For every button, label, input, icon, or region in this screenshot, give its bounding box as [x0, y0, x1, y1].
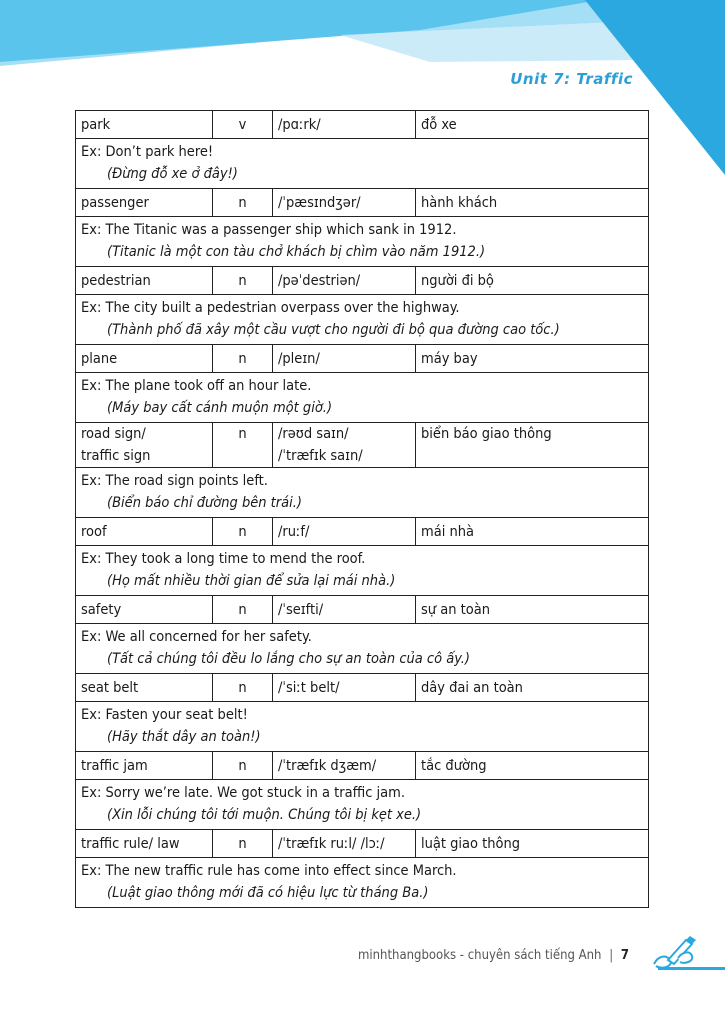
example-row	[76, 702, 649, 752]
pos-cell: n	[213, 345, 273, 373]
word-row	[76, 518, 649, 546]
example-english: Ex: We all concerned for her safety.	[81, 629, 312, 645]
example-cell	[76, 468, 649, 518]
ipa-cell: /pleɪn/	[273, 345, 416, 373]
ipa-cell: /ˈtræfɪk ruːl/ /lɔː/	[273, 830, 416, 858]
example-row	[76, 139, 649, 189]
example-cell	[76, 139, 649, 189]
meaning-cell: tắc đường	[416, 752, 649, 780]
word-row	[76, 189, 649, 217]
word-row	[76, 267, 649, 295]
ipa-alternate: /ˈtræfɪk saɪn/	[278, 448, 363, 464]
ipa-cell: /ruːf/	[273, 518, 416, 546]
meaning-cell: máy bay	[416, 345, 649, 373]
example-row	[76, 546, 649, 596]
word-alternate: traffic sign	[81, 448, 151, 464]
example-english: Ex: The city built a pedestrian overpass over the highway.	[81, 300, 460, 316]
example-english: Ex: Sorry we’re late. We got stuck in a traffic jam.	[81, 785, 405, 801]
publisher-text: minhthangbooks - chuyên sách tiếng Anh	[358, 948, 602, 963]
word-cell: safety	[76, 596, 213, 624]
example-vietnamese: (Máy bay cất cánh muộn một giờ.)	[107, 400, 333, 416]
word-cell: plane	[76, 345, 213, 373]
example-cell	[76, 780, 649, 830]
example-row	[76, 780, 649, 830]
word-row	[76, 674, 649, 702]
meaning-cell: luật giao thông	[416, 830, 649, 858]
word-row	[76, 111, 649, 139]
example-vietnamese: (Tất cả chúng tôi đều lo lắng cho sự an toàn của cô ấy.)	[107, 651, 471, 667]
meaning-cell: hành khách	[416, 189, 649, 217]
example-cell	[76, 295, 649, 345]
word-cell: passenger	[76, 189, 213, 217]
word-cell: seat belt	[76, 674, 213, 702]
pos-cell: n	[213, 423, 273, 468]
ipa-cell	[273, 423, 416, 468]
example-cell	[76, 624, 649, 674]
pos-cell: n	[213, 518, 273, 546]
example-english: Ex: The Titanic was a passenger ship which sank in 1912.	[81, 222, 457, 238]
example-row	[76, 624, 649, 674]
example-cell	[76, 546, 649, 596]
pos-cell: n	[213, 752, 273, 780]
meaning-cell: sự an toàn	[416, 596, 649, 624]
word-cell	[76, 423, 213, 468]
example-row	[76, 295, 649, 345]
example-vietnamese: (Hãy thắt dây an toàn!)	[107, 729, 261, 745]
example-vietnamese: (Họ mất nhiều thời gian để sửa lại mái nhà.)	[107, 573, 396, 589]
example-row	[76, 217, 649, 267]
example-cell	[76, 858, 649, 908]
word-cell: traffic jam	[76, 752, 213, 780]
example-vietnamese: (Xin lỗi chúng tôi tới muộn. Chúng tôi bị kẹt xe.)	[107, 807, 422, 823]
word-cell: park	[76, 111, 213, 139]
ipa-cell: /ˈseɪfti/	[273, 596, 416, 624]
meaning-cell: biển báo giao thông	[416, 423, 649, 468]
vocabulary-table	[75, 110, 649, 908]
word-row	[76, 423, 649, 468]
pos-cell: n	[213, 189, 273, 217]
pos-cell: v	[213, 111, 273, 139]
example-cell	[76, 702, 649, 752]
meaning-cell: mái nhà	[416, 518, 649, 546]
page-number: 7	[620, 948, 629, 963]
pen-writing-icon	[648, 934, 725, 976]
word-row	[76, 596, 649, 624]
word-row	[76, 752, 649, 780]
example-row	[76, 858, 649, 908]
word-primary: road sign/	[81, 426, 146, 442]
footer-separator: |	[609, 948, 614, 963]
example-english: Ex: The plane took off an hour late.	[81, 378, 312, 394]
ipa-primary: /rəʊd saɪn/	[278, 426, 349, 442]
example-row	[76, 468, 649, 518]
word-cell: roof	[76, 518, 213, 546]
ipa-cell: /pɑːrk/	[273, 111, 416, 139]
example-vietnamese: (Thành phố đã xây một cầu vượt cho người đi bộ qua đường cao tốc.)	[107, 322, 560, 338]
example-english: Ex: The road sign points left.	[81, 473, 268, 489]
example-vietnamese: (Biển báo chỉ đường bên trái.)	[107, 495, 302, 511]
ipa-cell: /pəˈdestriən/	[273, 267, 416, 295]
ipa-cell: /ˈtræfɪk dʒæm/	[273, 752, 416, 780]
pos-cell: n	[213, 596, 273, 624]
pos-cell: n	[213, 830, 273, 858]
pos-cell: n	[213, 674, 273, 702]
example-english: Ex: The new traffic rule has come into effect since March.	[81, 863, 457, 879]
example-row	[76, 373, 649, 423]
meaning-cell: đỗ xe	[416, 111, 649, 139]
example-cell	[76, 217, 649, 267]
example-vietnamese: (Luật giao thông mới đã có hiệu lực từ tháng Ba.)	[107, 885, 429, 901]
pos-cell: n	[213, 267, 273, 295]
example-english: Ex: Don’t park here!	[81, 144, 214, 160]
word-cell: traffic rule/ law	[76, 830, 213, 858]
example-vietnamese: (Đừng đỗ xe ở đây!)	[107, 166, 238, 182]
meaning-cell: người đi bộ	[416, 267, 649, 295]
example-vietnamese: (Titanic là một con tàu chở khách bị chìm vào năm 1912.)	[107, 244, 486, 260]
ipa-cell: /ˈpæsɪndʒər/	[273, 189, 416, 217]
example-english: Ex: They took a long time to mend the roof.	[81, 551, 366, 567]
example-english: Ex: Fasten your seat belt!	[81, 707, 248, 723]
word-row	[76, 830, 649, 858]
page-footer	[358, 948, 629, 963]
unit-title: Unit 7: Traffic	[510, 70, 633, 88]
example-cell	[76, 373, 649, 423]
word-cell: pedestrian	[76, 267, 213, 295]
word-row	[76, 345, 649, 373]
meaning-cell: dây đai an toàn	[416, 674, 649, 702]
ipa-cell: /ˈsiːt belt/	[273, 674, 416, 702]
